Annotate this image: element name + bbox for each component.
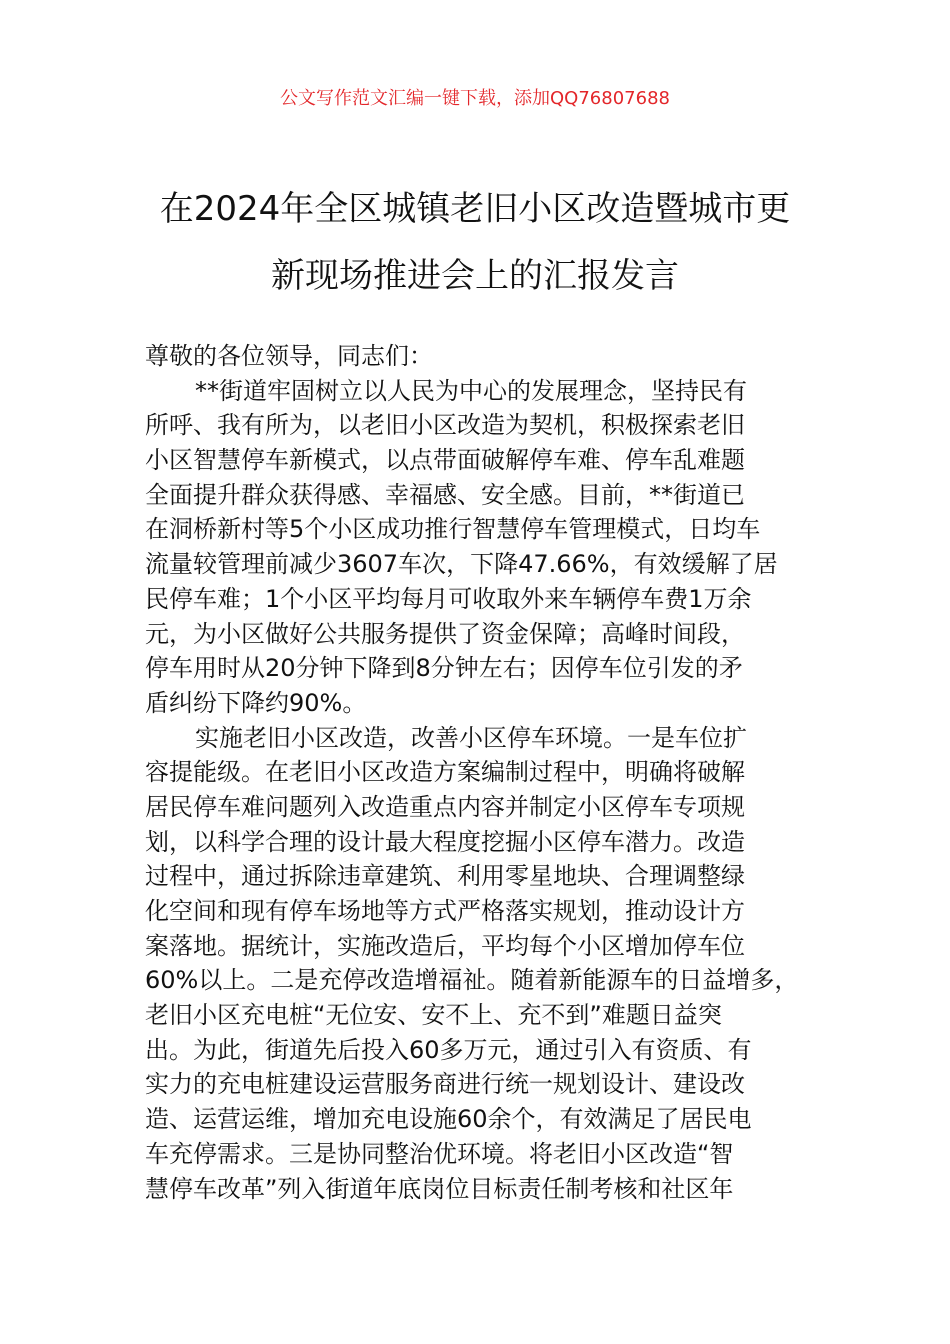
text-line: 全面提升群众获得感、幸福感、安全感。目前，**街道已 [145, 480, 745, 509]
text-line: 民停车难；1个小区平均每月可收取外来车辆停车费1万余 [145, 584, 752, 613]
text-line: 60%以上。二是充停改造增福祉。随着新能源车的日益增多， [145, 966, 799, 995]
document-title [0, 176, 950, 310]
text-line: 案落地。据统计，实施改造后，平均每个小区增加停车位 [145, 931, 745, 960]
text-line: 小区智慧停车新模式，以点带面破解停车难、停车乱难题 [145, 446, 745, 475]
text-line: 在洞桥新村等5个小区成功推行智慧停车管理模式，日均车 [145, 515, 761, 544]
text-line: 出。为此，街道先后投入60多万元，通过引入有资质、有 [145, 1035, 752, 1064]
title-line: 在2024年全区城镇老旧小区改造暨城市更 [159, 189, 791, 229]
text-line: 停车用时从20分钟下降到8分钟左右；因停车位引发的矛 [145, 654, 743, 683]
text-line: 实力的充电桩建设运营服务商进行统一规划设计、建设改 [145, 1070, 745, 1099]
text-line: 慧停车改革”列入街道年底岗位目标责任制考核和社区年 [145, 1174, 734, 1203]
text-line: 划，以科学合理的设计最大程度挖掘小区停车潜力。改造 [145, 827, 745, 856]
text-line: 容提能级。在老旧小区改造方案编制过程中，明确将破解 [145, 758, 745, 787]
paragraph-2 [145, 721, 825, 1207]
text-line: 实施老旧小区改造，改善小区停车环境。一是车位扩 [195, 723, 747, 752]
text-line: 流量较管理前减少3607车次，下降47.66%，有效缓解了居 [145, 550, 778, 579]
text-line: 元，为小区做好公共服务提供了资金保障；高峰时间段， [145, 619, 745, 648]
text-line: 化空间和现有停车场地等方式严格落实规划，推动设计方 [145, 897, 745, 925]
salutation: 尊敬的各位领导，同志们： [145, 342, 433, 370]
text-line: 所呼、我有所为，以老旧小区改造为契机，积极探索老旧 [145, 411, 745, 440]
paragraph-1 [145, 374, 825, 721]
download-banner: 公文写作范文汇编一键下载，添加QQ76807688 [280, 88, 670, 109]
document-body [145, 339, 825, 1206]
text-line: 车充停需求。三是协同整治优环境。将老旧小区改造“智 [145, 1139, 734, 1168]
text-line: 居民停车难问题列入改造重点内容并制定小区停车专项规 [145, 792, 745, 821]
text-line: 盾纠纷下降约90%。 [145, 688, 367, 717]
text-line: 老旧小区充电桩“无位安、安不上、充不到”难题日益突 [145, 1001, 722, 1030]
text-line: **街道牢固树立以人民为中心的发展理念，坚持民有 [195, 376, 747, 405]
title-line: 新现场推进会上的汇报发言 [271, 256, 679, 296]
text-line: 造、运营运维，增加充电设施60余个，有效满足了居民电 [145, 1105, 752, 1134]
text-line: 过程中，通过拆除违章建筑、利用零星地块、合理调整绿 [145, 862, 745, 891]
